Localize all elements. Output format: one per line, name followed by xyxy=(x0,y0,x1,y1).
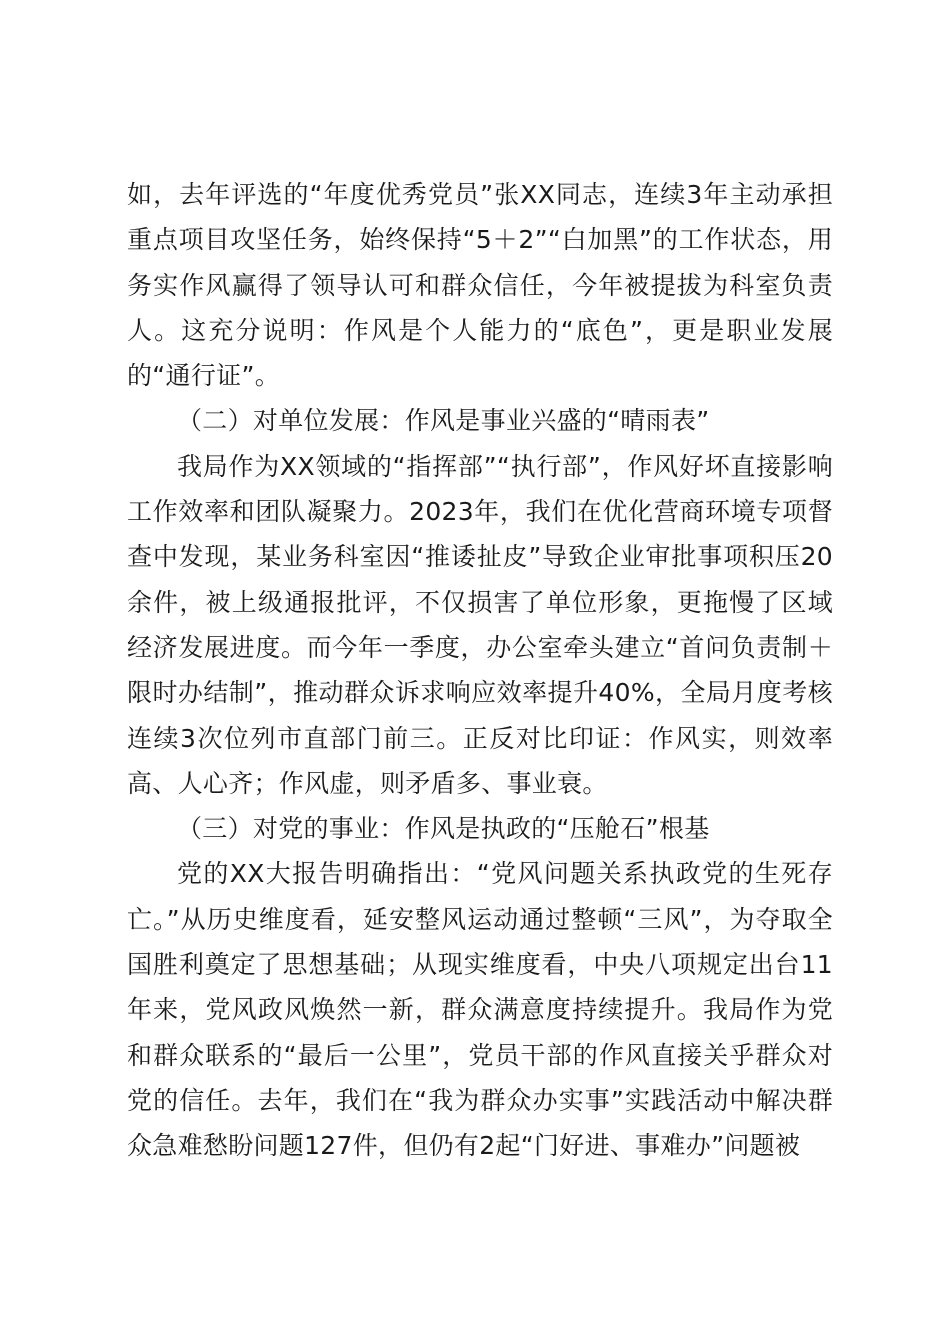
body-paragraph-1: 如，去年评选的“年度优秀党员”张XX同志，连续3年主动承担重点项目攻坚任务，始终保持“5＋2”“白加黑”的工作状态，用务实作风赢得了领导认可和群众信任，今年被提拔为科室负责人。这充分说明：作风是个人能力的“底色”，更是职业发展的“通行证”。 xyxy=(127,180,833,391)
section-heading-3: （三）对党的事业：作风是执政的“压舱石”根基 xyxy=(177,814,710,844)
section-heading-2: （二）对单位发展：作风是事业兴盛的“晴雨表” xyxy=(177,406,710,436)
document-body xyxy=(127,172,833,1169)
body-paragraph-3: 党的XX大报告明确指出：“党风问题关系执政党的生死存亡。”从历史维度看，延安整风运动通过整顿“三风”，为夺取全国胜利奠定了思想基础；从现实维度看，中央八项规定出台11年来，党风政风焕然一新，群众满意度持续提升。我局作为党和群众联系的“最后一公里”，党员干部的作风直接关乎群众对党的信任。去年，我们在“我为群众办实事”实践活动中解决群众急难愁盼问题127件，但仍有2起“门好进、事难办”问题被 xyxy=(127,859,833,1161)
body-paragraph-2: 我局作为XX领域的“指挥部”“执行部”，作风好坏直接影响工作效率和团队凝聚力。2023年，我们在优化营商环境专项督查中发现，某业务科室因“推诿扯皮”导致企业审批事项积压20余件，被上级通报批评，不仅损害了单位形象，更拖慢了区域经济发展进度。而今年一季度，办公室牵头建立“首问负责制＋限时办结制”，推动群众诉求响应效率提升40%，全局月度考核连续3次位列市直部门前三。正反对比印证：作风实，则效率高、人心齐；作风虚，则矛盾多、事业衰。 xyxy=(127,451,833,798)
